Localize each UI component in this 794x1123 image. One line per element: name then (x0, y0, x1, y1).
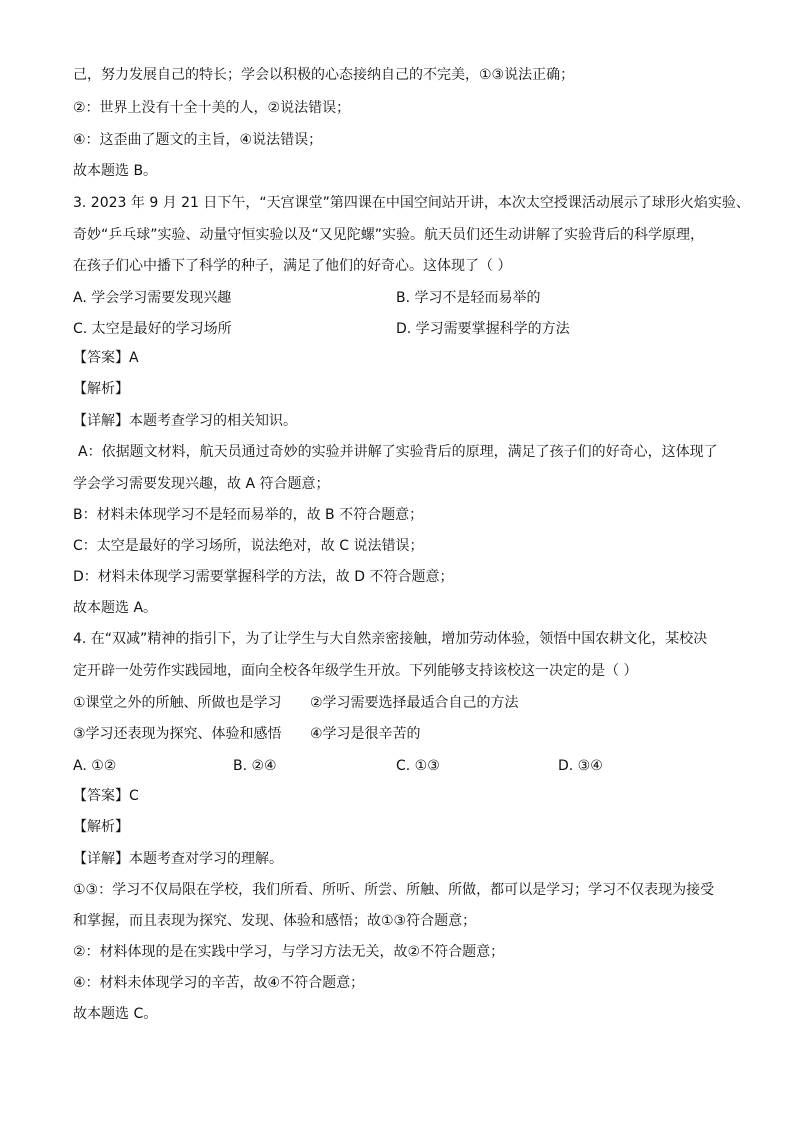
q4-item-4: ④学习是很辛苦的 (310, 726, 421, 742)
q4-option-a: A. ①② (73, 758, 117, 774)
q3-explanation-a-line-2: 学会学习需要发现兴趣，故 A 符合题意； (73, 476, 330, 492)
intro-line-2: ②：世界上没有十全十美的人，②说法错误； (73, 100, 351, 116)
q4-option-c: C. ①③ (396, 758, 440, 774)
q3-explanation-a-line-1: A：依据题文材料，航天员通过奇妙的实验并讲解了实验背后的原理，满足了孩子们的好奇心，这体现了 (78, 444, 718, 460)
q4-explanation-2: ②：材料体现的是在实践中学习，与学习方法无关，故②不符合题意； (73, 944, 505, 960)
q3-explanation-c: C：太空是最好的学习场所，说法绝对，故 C 说法错误； (73, 538, 424, 554)
q4-explanation-4: ④：材料未体现学习的辛苦，故④不符合题意； (73, 975, 365, 991)
q3-analysis-label: 【解析】 (73, 381, 129, 397)
q3-conclusion: 故本题选 A。 (73, 600, 158, 616)
q3-option-c: C. 太空是最好的学习场所 (73, 321, 232, 337)
q3-explanation-b: B：材料未体现学习不是轻而易举的，故 B 不符合题意； (73, 507, 424, 523)
q4-detail: 【详解】本题考查对学习的理解。 (73, 851, 283, 867)
q3-answer: 【答案】A (73, 350, 139, 366)
q3-option-d: D. 学习需要掌握科学的方法 (396, 321, 570, 337)
q4-analysis-label: 【解析】 (73, 819, 129, 835)
q4-explanation-13-line-2: 和掌握，而且表现为探究、发现、体验和感悟；故①③符合题意； (73, 913, 477, 929)
q3-option-a: A. 学会学习需要发现兴趣 (73, 290, 232, 306)
q4-item-1: ①课堂之外的所触、所做也是学习 (73, 695, 282, 711)
q3-stem-line-2: 奇妙“乒乓球”实验、动量守恒实验以及“又见陀螺”实验。航天员们还生动讲解了实验背后的科学原理， (73, 227, 705, 243)
intro-conclusion: 故本题选 B。 (73, 163, 158, 179)
q4-answer: 【答案】C (73, 788, 139, 804)
q4-stem-line-2: 定开辟一处劳作实践园地，面向全校各年级学生开放。下列能够支持该校这一决定的是（ ） (73, 663, 638, 679)
q4-stem-line-1: 4. 在“双减”精神的指引下，为了让学生与大自然亲密接触，增加劳动体验，领悟中国农耕文化，某校决 (73, 631, 708, 647)
q3-stem-line-1: 3. 2023 年 9 月 21 日下午，“天宫课堂”第四课在中国空间站开讲，本次太空授课活动展示了球形火焰实验、 (73, 195, 750, 211)
q3-detail: 【详解】本题考查学习的相关知识。 (73, 413, 297, 429)
q4-item-3: ③学习还表现为探究、体验和感悟 (73, 726, 282, 742)
q4-item-2: ②学习需要选择最适合自己的方法 (310, 695, 519, 711)
q3-stem-line-3: 在孩子们心中播下了科学的种子，满足了他们的好奇心。这体现了（ ） (73, 258, 512, 274)
q3-explanation-d: D：材料未体现学习需要掌握科学的方法，故 D 不符合题意； (73, 569, 454, 585)
q4-explanation-13-line-1: ①③：学习不仅局限在学校，我们所看、所听、所尝、所触、所做，都可以是学习；学习不仅表现为接受 (73, 882, 715, 898)
intro-line-1: 己，努力发展自己的特长；学会以积极的心态接纳自己的不完美，①③说法正确； (73, 67, 575, 83)
intro-line-3: ④：这歪曲了题文的主旨，④说法错误； (73, 132, 323, 148)
q4-conclusion: 故本题选 C。 (73, 1006, 158, 1022)
q4-option-d: D. ③④ (558, 758, 603, 774)
q3-option-b: B. 学习不是轻而易举的 (396, 290, 541, 306)
q4-option-b: B. ②④ (233, 758, 277, 774)
